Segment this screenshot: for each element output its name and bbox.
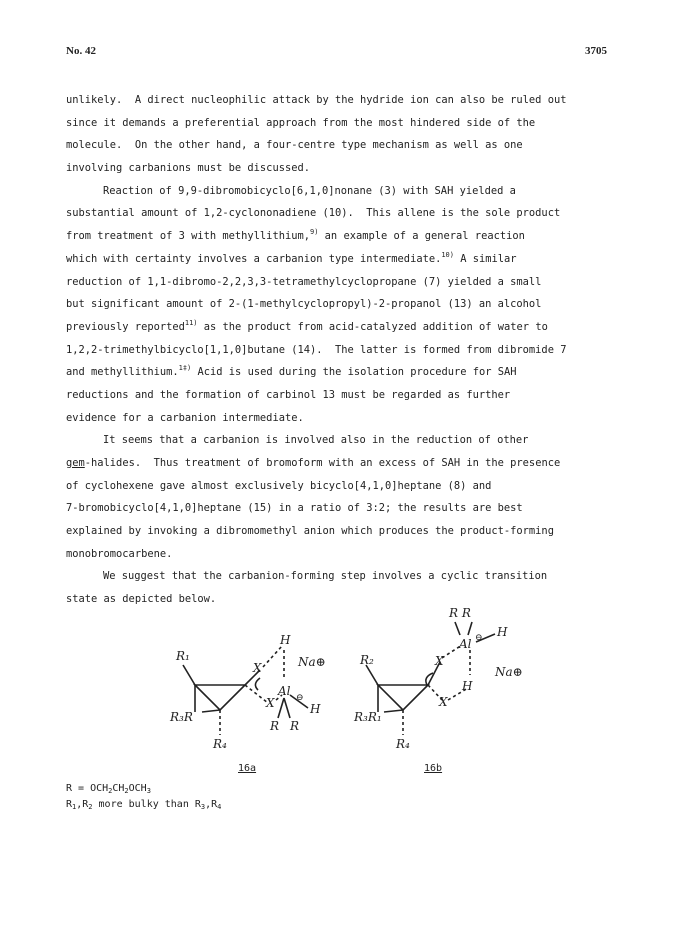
- reference-marker: 11): [184, 318, 198, 327]
- text-line: 1,2,2-trimethylbicyclo[1,1,0]butane (14). The latter is formed from dibromide 7: [66, 343, 567, 356]
- text-line: Reaction of 9,9-dibromobicyclo[6,1,0]nonane (3) with SAH yielded a: [103, 184, 516, 197]
- svg-text:R: R: [270, 719, 280, 733]
- figure-legend: [66, 781, 221, 813]
- text-line: of cyclohexene gave almost exclusively bicyclo[4,1,0]heptane (8) and: [66, 479, 492, 492]
- page-number: 3705: [585, 45, 607, 57]
- text-line: and methyllithium.$^{1\ddagger)}$ Acid is used during the isolation procedure for SAH: [66, 364, 517, 379]
- text-line: gem-halides. Thus treatment of bromoform with an excess of SAH in the presence: [66, 457, 561, 469]
- svg-text:⊖: ⊖: [475, 633, 483, 643]
- arrow-curve: [255, 678, 260, 690]
- text-line: previously reported$^{11)}$ as the product from acid-catalyzed addition of water to: [66, 318, 548, 333]
- figure-caption-16a: 16a: [238, 763, 257, 774]
- svg-text:X: X: [439, 695, 448, 709]
- svg-text:R₁: R₁: [176, 649, 190, 663]
- bond-al-r: [455, 622, 460, 635]
- svg-text:Al: Al: [459, 637, 472, 651]
- svg-text:⊖: ⊖: [296, 693, 304, 703]
- legend-line: $R_1,R_2$ more bulky than $R_3,R_4$: [66, 799, 222, 811]
- text-line: involving carbanions must be discussed.: [66, 162, 310, 175]
- reference-marker: 10): [441, 250, 454, 259]
- bond-r1: [183, 665, 195, 685]
- text-line: It seems that a carbanion is involved also in the reduction of other: [103, 434, 529, 447]
- bond-r1: [384, 710, 403, 712]
- labels-16a: [169, 633, 326, 751]
- figure-caption-16b: 16b: [424, 763, 443, 774]
- svg-text:R₃R₁: R₃R₁: [354, 710, 382, 724]
- text-line: unlikely. A direct nucleophilic attack by the hydride ion can also be ruled out: [66, 94, 567, 106]
- bond-al-r2: [284, 698, 290, 718]
- svg-text:R₄: R₄: [213, 737, 227, 751]
- labels-16b: [353, 606, 523, 751]
- text-line: from treatment of 3 with methyllithium,$^{9)}$ an example of a general reaction: [66, 228, 525, 243]
- svg-text:Al: Al: [278, 684, 291, 698]
- svg-text:Na⊕: Na⊕: [298, 655, 326, 669]
- svg-text:H: H: [462, 679, 473, 693]
- text-line: but significant amount of 2-(1-methylcyclopropyl)-2-propanol (13) an alcohol: [66, 298, 542, 311]
- cyclopropane-ring: [378, 685, 428, 710]
- cyclopropane-ring: [195, 685, 245, 710]
- transition-state-figure: [150, 600, 550, 784]
- svg-text:R₄: R₄: [396, 737, 410, 751]
- reference-marker: 1‡): [178, 364, 192, 373]
- text-line: reductions and the formation of carbinol 13 must be regarded as further: [66, 388, 511, 401]
- bond-r2: [366, 665, 378, 685]
- svg-text:X: X: [266, 696, 275, 710]
- svg-text:R: R: [290, 719, 300, 733]
- bond-al-r2: [468, 622, 472, 635]
- text-line: state as depicted below.: [66, 593, 217, 606]
- page-header-journal: No. 42: [66, 45, 96, 57]
- svg-text:H: H: [497, 625, 508, 639]
- svg-text:R R: R R: [449, 606, 471, 620]
- text-line: reduction of 1,1-dibromo-2,2,3,3-tetramethylcyclopropane (7) yielded a small: [66, 275, 542, 288]
- svg-text:R₃R: R₃R: [170, 710, 193, 724]
- svg-text:H: H: [280, 633, 291, 647]
- text-line: 7-bromobicyclo[4,1,0]heptane (15) in a ratio of 3:2; the results are best: [66, 502, 523, 515]
- reference-marker: 9): [309, 228, 319, 237]
- italic-term: gem: [66, 457, 85, 469]
- svg-text:Na⊕: Na⊕: [495, 665, 523, 679]
- bond-al-r: [278, 698, 284, 718]
- text-line: We suggest that the carbanion-forming step involves a cyclic transition: [103, 570, 548, 583]
- text-line: molecule. On the other hand, a four-centre type mechanism as well as one: [66, 139, 523, 152]
- text-line: since it demands a preferential approach from the most hindered side of the: [66, 116, 536, 129]
- bond-r2: [202, 710, 220, 712]
- legend-line: $R = OCH_2CH_2OCH_3$: [66, 783, 151, 795]
- text-line: monobromocarbene.: [66, 547, 173, 560]
- text-line: evidence for a carbanion intermediate.: [66, 411, 304, 424]
- svg-text:X: X: [253, 661, 262, 675]
- svg-text:X: X: [435, 654, 444, 668]
- text-line: which with certainty involves a carbanion type intermediate.$^{10)}$ A similar: [66, 250, 517, 265]
- svg-text:H: H: [310, 702, 321, 716]
- article-body: [66, 89, 626, 611]
- text-line: substantial amount of 1,2-cyclononadiene (10). This allene is the sole product: [66, 207, 561, 220]
- structure-drawing: [150, 600, 550, 780]
- svg-text:R₂: R₂: [360, 653, 374, 667]
- text-line: explained by invoking a dibromomethyl anion which produces the product-forming: [66, 525, 554, 538]
- bond-x-h: [263, 646, 282, 667]
